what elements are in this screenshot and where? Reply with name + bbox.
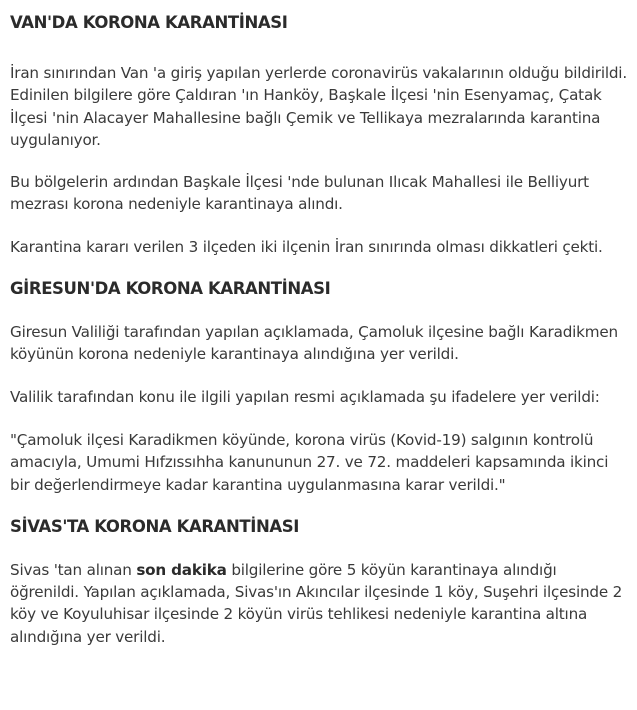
text-before: Sivas 'tan alınan	[10, 560, 137, 579]
section-heading-sivas: SİVAS'TA KORONA KARANTİNASI	[10, 516, 300, 536]
quote-paragraph: "Çamoluk ilçesi Karadikmen köyünde, korona virüs (Kovid-19) salgının kontrolü amacıyla, Umumi Hıfzıssıhha kanununun 27. ve 72. maddeleri kapsamında ikinci bir değerlendirmeye kadar karantina uygulanmasına karar verildi."	[10, 430, 609, 494]
section-heading-van: VAN'DA KORONA KARANTİNASI	[10, 13, 288, 32]
paragraph: İran sınırından Van 'a giriş yapılan yerlerde coronavirüs vakalarının olduğu bildirildi. Edinilen bilgilere göre Çaldıran 'ın Hanköy, Başkale İlçesi 'nin Esenyamaç, Çatak İlçesi 'nin Alacayer Mahallesine bağlı Çemik ve Tellikaya mezralarında karantina uygulanıyor.	[10, 64, 627, 149]
bold-keyword: son dakika	[136, 560, 227, 579]
section-heading-giresun: GİRESUN'DA KORONA KARANTİNASI	[10, 279, 331, 299]
paragraph: Valilik tarafından konu ile ilgili yapılan resmi açıklamada şu ifadelere yer verildi:	[10, 387, 600, 406]
paragraph: Giresun Valiliği tarafından yapılan açıklamada, Çamoluk ilçesine bağlı Karadikmen köyünün korona nedeniyle karantinaya alındığına yer verildi.	[10, 323, 618, 364]
paragraph: Bu bölgelerin ardından Başkale İlçesi 'nde bulunan Ilıcak Mahallesi ile Belliyurt mezrası korona nedeniyle karantinaya alındı.	[10, 173, 589, 214]
text-after: bilgilerine göre 5 köyün karantinaya alındığı öğrenildi. Yapılan açıklamada, Sivas'ın Akıncılar ilçesinde 1 köy, Suşehri ilçesinde 2 köy ve Koyuluhisar ilçesinde 2 köyün virüs tehlikesi nedeniyle karantina altına alındığına yer verildi.	[10, 560, 623, 646]
paragraph	[10, 559, 627, 648]
paragraph: Karantina kararı verilen 3 ilçeden iki ilçenin İran sınırında olması dikkatleri çekti.	[10, 237, 603, 256]
